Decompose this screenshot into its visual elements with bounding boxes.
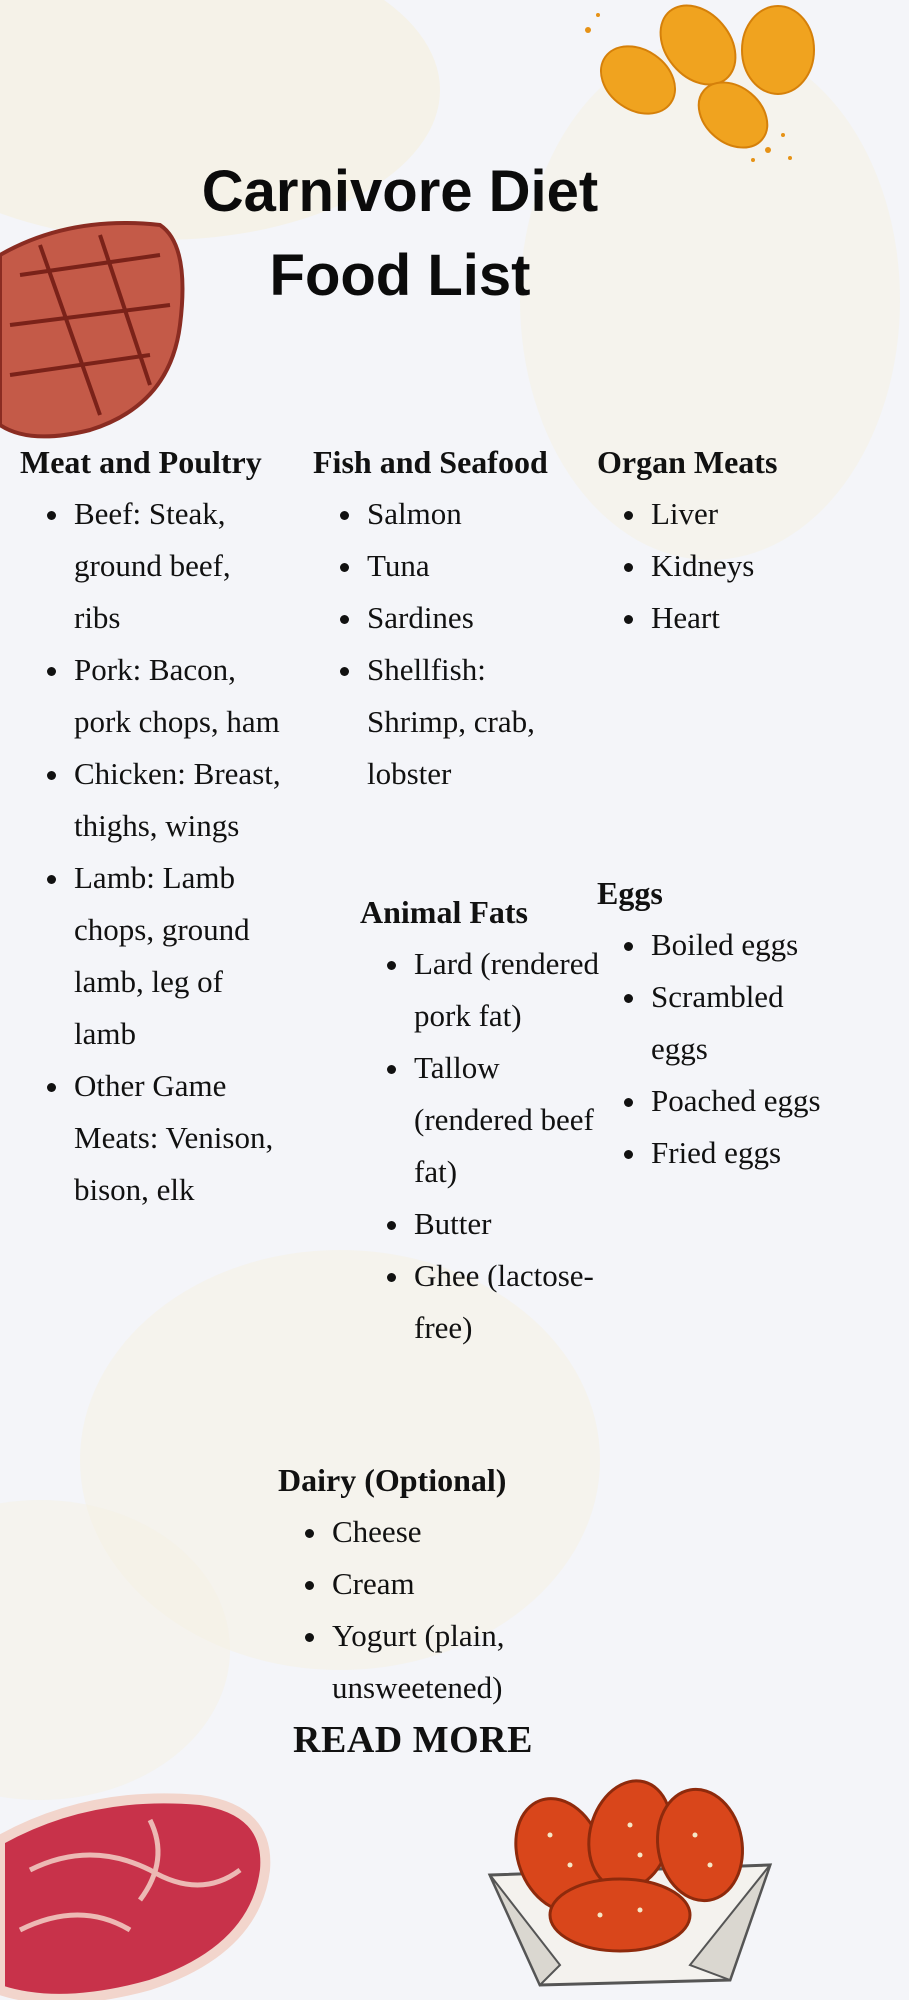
list-item: • Poached eggs	[649, 1075, 909, 1127]
page-title	[0, 150, 800, 318]
list-item: • Lard (rendered pork fat)	[412, 938, 610, 1042]
list-item	[649, 971, 909, 1075]
section-heading: Eggs	[597, 875, 663, 911]
section-meat-poultry	[20, 442, 282, 1216]
list-item: • Pork: Bacon, pork chops, ham	[72, 644, 282, 748]
food-list	[278, 1506, 548, 1714]
title-line-1: Carnivore Diet	[201, 159, 599, 224]
food-list	[20, 488, 282, 1216]
list-item: • Lamb: Lamb chops, ground lamb, leg of lamb	[72, 852, 282, 1060]
fried-chicken-drumsticks-icon	[568, 0, 800, 170]
section-heading: Meat and Poultry	[20, 444, 262, 480]
section-heading: Organ Meats	[597, 444, 778, 480]
list-item: • Kidneys	[649, 540, 797, 592]
section-heading: Animal Fats	[360, 894, 528, 930]
section-fish-seafood	[313, 442, 553, 800]
list-item: • Fried eggs	[649, 1127, 909, 1179]
list-item: • Boiled eggs	[649, 919, 909, 971]
list-item: • Heart	[649, 592, 797, 644]
section-heading: Dairy (Optional)	[278, 1462, 507, 1498]
list-item: • Other Game Meats: Venison, bison, elk	[72, 1060, 282, 1216]
section-eggs	[597, 873, 821, 1179]
list-item: • Salmon	[365, 488, 553, 540]
list-item: • Sardines	[365, 592, 553, 644]
section-organ-meats	[597, 442, 797, 644]
list-item: • Liver	[649, 488, 797, 540]
list-item: • Cheese	[330, 1506, 548, 1558]
list-item: • Tallow (rendered beef fat)	[412, 1042, 610, 1198]
food-list	[597, 919, 909, 1179]
section-animal-fats	[360, 892, 610, 1354]
list-item: • Tuna	[365, 540, 553, 592]
list-item: • Yogurt (plain, unsweetened)	[330, 1610, 548, 1714]
food-list	[313, 488, 553, 800]
read-more-link[interactable]: READ MORE	[293, 1719, 533, 1761]
list-item-text: Scrambled eggs	[651, 979, 784, 1066]
section-dairy	[278, 1460, 548, 1714]
list-item: • Butter	[412, 1198, 610, 1250]
title-line-2: Food List	[269, 243, 531, 308]
list-item: • Shellfish: Shrimp, crab, lobster	[365, 644, 553, 800]
list-item: • Beef: Steak, ground beef, ribs	[72, 488, 282, 644]
section-heading: Fish and Seafood	[313, 444, 548, 480]
list-item: • Ghee (lactose-free)	[412, 1250, 610, 1354]
food-list	[597, 488, 797, 644]
raw-steak-icon	[0, 1780, 280, 2000]
chicken-wings-basket-icon	[480, 1765, 780, 1990]
list-item: • Chicken: Breast, thighs, wings	[72, 748, 282, 852]
food-list	[360, 938, 610, 1354]
list-item: • Cream	[330, 1558, 548, 1610]
